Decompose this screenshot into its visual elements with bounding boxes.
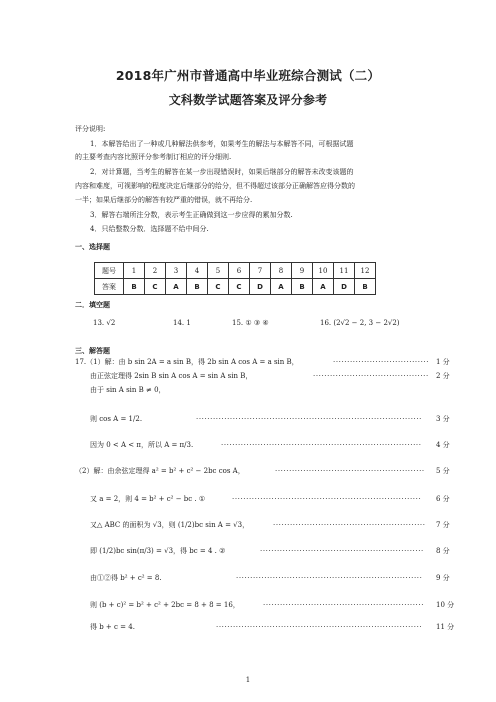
solution-line-12: 得 b + c = 4. xyxy=(90,623,135,631)
solution-line-2: 由正弦定理得 2sin B sin A cos A = sin A sin B， xyxy=(90,372,253,380)
fill-answer-14: 14. 1 xyxy=(173,319,191,327)
dot-leader: ········································· xyxy=(313,372,429,380)
score-mark: 1 分 xyxy=(436,358,450,366)
table-cell: 12 xyxy=(355,263,376,279)
table-cell: 4 xyxy=(187,263,208,279)
table-cell: D xyxy=(250,279,271,295)
document-subtitle: 文科数学试题答案及评分参考 xyxy=(168,93,328,107)
dot-leader: ·························································· xyxy=(260,547,424,555)
instruction-1b: 的主要考查内容比照评分参考制订相应的评分细则. xyxy=(75,153,232,161)
table-cell: A xyxy=(313,279,334,295)
dot-leader: ······································································· xyxy=(221,441,422,449)
instruction-2c: 一半；如果后继部分的解答有较严重的错误，就不再给分. xyxy=(75,196,253,204)
score-mark: 6 分 xyxy=(436,495,450,503)
table-cell: 2 xyxy=(145,263,166,279)
table-cell: D xyxy=(334,279,355,295)
table-cell: 3 xyxy=(166,263,187,279)
score-mark: 3 分 xyxy=(436,415,450,423)
solution-line-9: 即 (1/2)bc sin(π/3) = √3，得 bc = 4 . ② xyxy=(90,547,226,555)
score-mark: 2 分 xyxy=(436,372,450,380)
instruction-4: 4．只给整数分数．选择题不给中间分. xyxy=(90,225,209,233)
table-cell: B xyxy=(292,279,313,295)
score-mark: 11 分 xyxy=(436,623,455,631)
table-cell: B xyxy=(355,279,376,295)
table-cell: 10 xyxy=(313,263,334,279)
choice-heading: 一、选择题 xyxy=(75,243,110,251)
solution-line-3: 由于 sin A sin B ≠ 0， xyxy=(90,386,166,394)
score-mark: 5 分 xyxy=(436,467,450,475)
fill-heading: 二．填空题 xyxy=(75,301,110,309)
instruction-2b: 内容和难度，可视影响的程度决定后继部分的给分，但不得超过该部分正确解答应得分数的 xyxy=(75,182,355,190)
dot-leader: ········································································· xyxy=(216,623,423,631)
dot-leader: ·································································· xyxy=(236,574,423,582)
table-cell: C xyxy=(208,279,229,295)
table-cell: 7 xyxy=(250,263,271,279)
solution-line-11: 则 (b + c)² = b² + c² + 2bc = 8 + 8 = 16， xyxy=(90,601,240,609)
question-number-row xyxy=(95,263,376,279)
answer-row xyxy=(95,279,376,295)
instruction-1a: 1．本解答给出了一种或几种解法供参考，如果考生的解法与本解答不同，可根据试题 xyxy=(90,140,354,148)
dot-leader: ····················································· xyxy=(275,467,425,475)
table-cell: 5 xyxy=(208,263,229,279)
table-cell: C xyxy=(145,279,166,295)
dot-leader: ·································· xyxy=(333,358,430,366)
dot-leader: ······················································ xyxy=(273,521,426,529)
table-cell: 8 xyxy=(271,263,292,279)
solution-line-6: （2）解：由余弦定理得 a² = b² + c² − 2bc cos A， xyxy=(75,467,245,475)
choice-answer-table xyxy=(94,262,376,295)
fill-answer-16: 16. (2√2 − 2, 3 − 2√2) xyxy=(320,319,400,327)
dot-leader: ··································································· xyxy=(232,495,422,503)
table-cell: C xyxy=(229,279,250,295)
fill-answer-13: 13. √2 xyxy=(93,319,116,327)
table-cell: B xyxy=(187,279,208,295)
table-cell: A xyxy=(271,279,292,295)
table-cell: 1 xyxy=(124,263,145,279)
instructions-heading: 评分说明: xyxy=(75,125,106,133)
score-mark: 7 分 xyxy=(436,521,450,529)
solve-heading: 三、解答题 xyxy=(75,347,110,355)
solution-line-5: 因为 0 < A < π，所以 A = π/3. xyxy=(90,441,194,449)
solution-line-1: 17.（1）解：由 b sin 2A = a sin B，得 2b sin A cos A = a sin B， xyxy=(75,358,299,366)
score-mark: 8 分 xyxy=(436,547,450,555)
instruction-3: 3．解答右端所注分数，表示考生正确做到这一步应得的累加分数. xyxy=(90,211,293,219)
dot-leader: ························································· xyxy=(263,601,425,609)
solution-line-10: 由①②得 b² + c² = 8. xyxy=(90,574,162,582)
instruction-2a: 2．对计算题，当考生的解答在某一步出现错误时，如果后继部分的解答未改变该题的 xyxy=(90,168,354,176)
table-cell: 11 xyxy=(334,263,355,279)
score-mark: 9 分 xyxy=(436,574,450,582)
row-label-number: 题号 xyxy=(95,263,124,279)
solution-line-4: 则 cos A = 1/2. xyxy=(90,415,143,423)
table-cell: B xyxy=(124,279,145,295)
solution-line-7: 又 a = 2，则 4 = b² + c² − bc . ① xyxy=(90,495,206,503)
fill-answer-15: 15. ① ③ ④ xyxy=(232,319,269,327)
document-title: 2018年广州市普通高中毕业班综合测试（二） xyxy=(115,68,381,83)
row-label-answer: 答案 xyxy=(95,279,124,295)
page-number: 1 xyxy=(245,676,251,684)
table-cell: 6 xyxy=(229,263,250,279)
table-cell: 9 xyxy=(292,263,313,279)
solution-line-8: 又△ ABC 的面积为 √3，则 (1/2)bc sin A = √3， xyxy=(90,521,250,529)
score-mark: 4 分 xyxy=(436,441,450,449)
score-mark: 10 分 xyxy=(436,601,455,609)
table-cell: A xyxy=(166,279,187,295)
dot-leader: ················································································ xyxy=(196,415,423,423)
